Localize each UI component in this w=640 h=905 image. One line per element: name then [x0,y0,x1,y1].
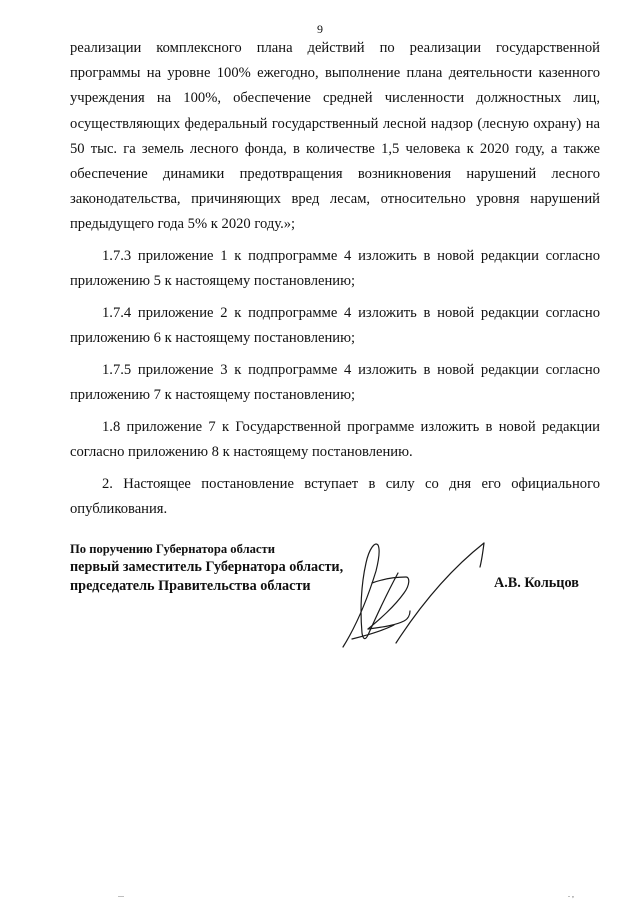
paragraph-item-1-7-3: 1.7.3 приложение 1 к подпрограмме 4 изложить в новой редакции согласно приложению 5 к настоящему постановлению; [70,248,600,290]
paragraph-item-1-8: 1.8 приложение 7 к Государственной программе изложить в новой редакции согласно приложению 8 к настоящему постановлению. [70,418,600,461]
footer-mark-right: . , [568,890,574,899]
handwritten-signature [338,535,508,660]
page-number: 9 [317,22,323,36]
footer-mark-left: ... [118,890,124,899]
signatory-position-line-2: председатель Правительства области [70,578,311,594]
paragraph-continuation: реализации комплексного плана действий по реализации государственной программы на уровне 100% ежегодно, выполнение плана деятельности казенного учреждения на 100%, обеспечение средней численности должностных лиц, осуществляющих федеральный государственный лесной надзор (лесную охрану) на 50 тыс. га земель лесного фонда, в количестве 1,5 человека к 2020 году, а также обеспечение динамики предотвращения возникновения нарушений лесного законодательства, причиняющих вред лесам, относительно уровня нарушений предыдущего года 5% к 2020 году.»; [70,40,600,233]
paragraph-item-1-7-5: 1.7.5 приложение 3 к подпрограмме 4 изложить в новой редакции согласно приложению 7 к настоящему постановлению; [70,361,600,404]
signatory-authority-line: По поручению Губернатора области [70,542,275,556]
paragraph-item-2: 2. Настоящее постановление вступает в силу со дня его официального опубликования. [70,475,600,517]
signatory-position-line: первый заместитель Губернатора области, [70,559,344,575]
signer-name: А.В. Кольцов [494,575,579,591]
paragraph-item-1-7-4: 1.7.4 приложение 2 к подпрограмме 4 изложить в новой редакции согласно приложению 6 к настоящему постановлению; [70,305,600,347]
document-body [70,36,600,522]
